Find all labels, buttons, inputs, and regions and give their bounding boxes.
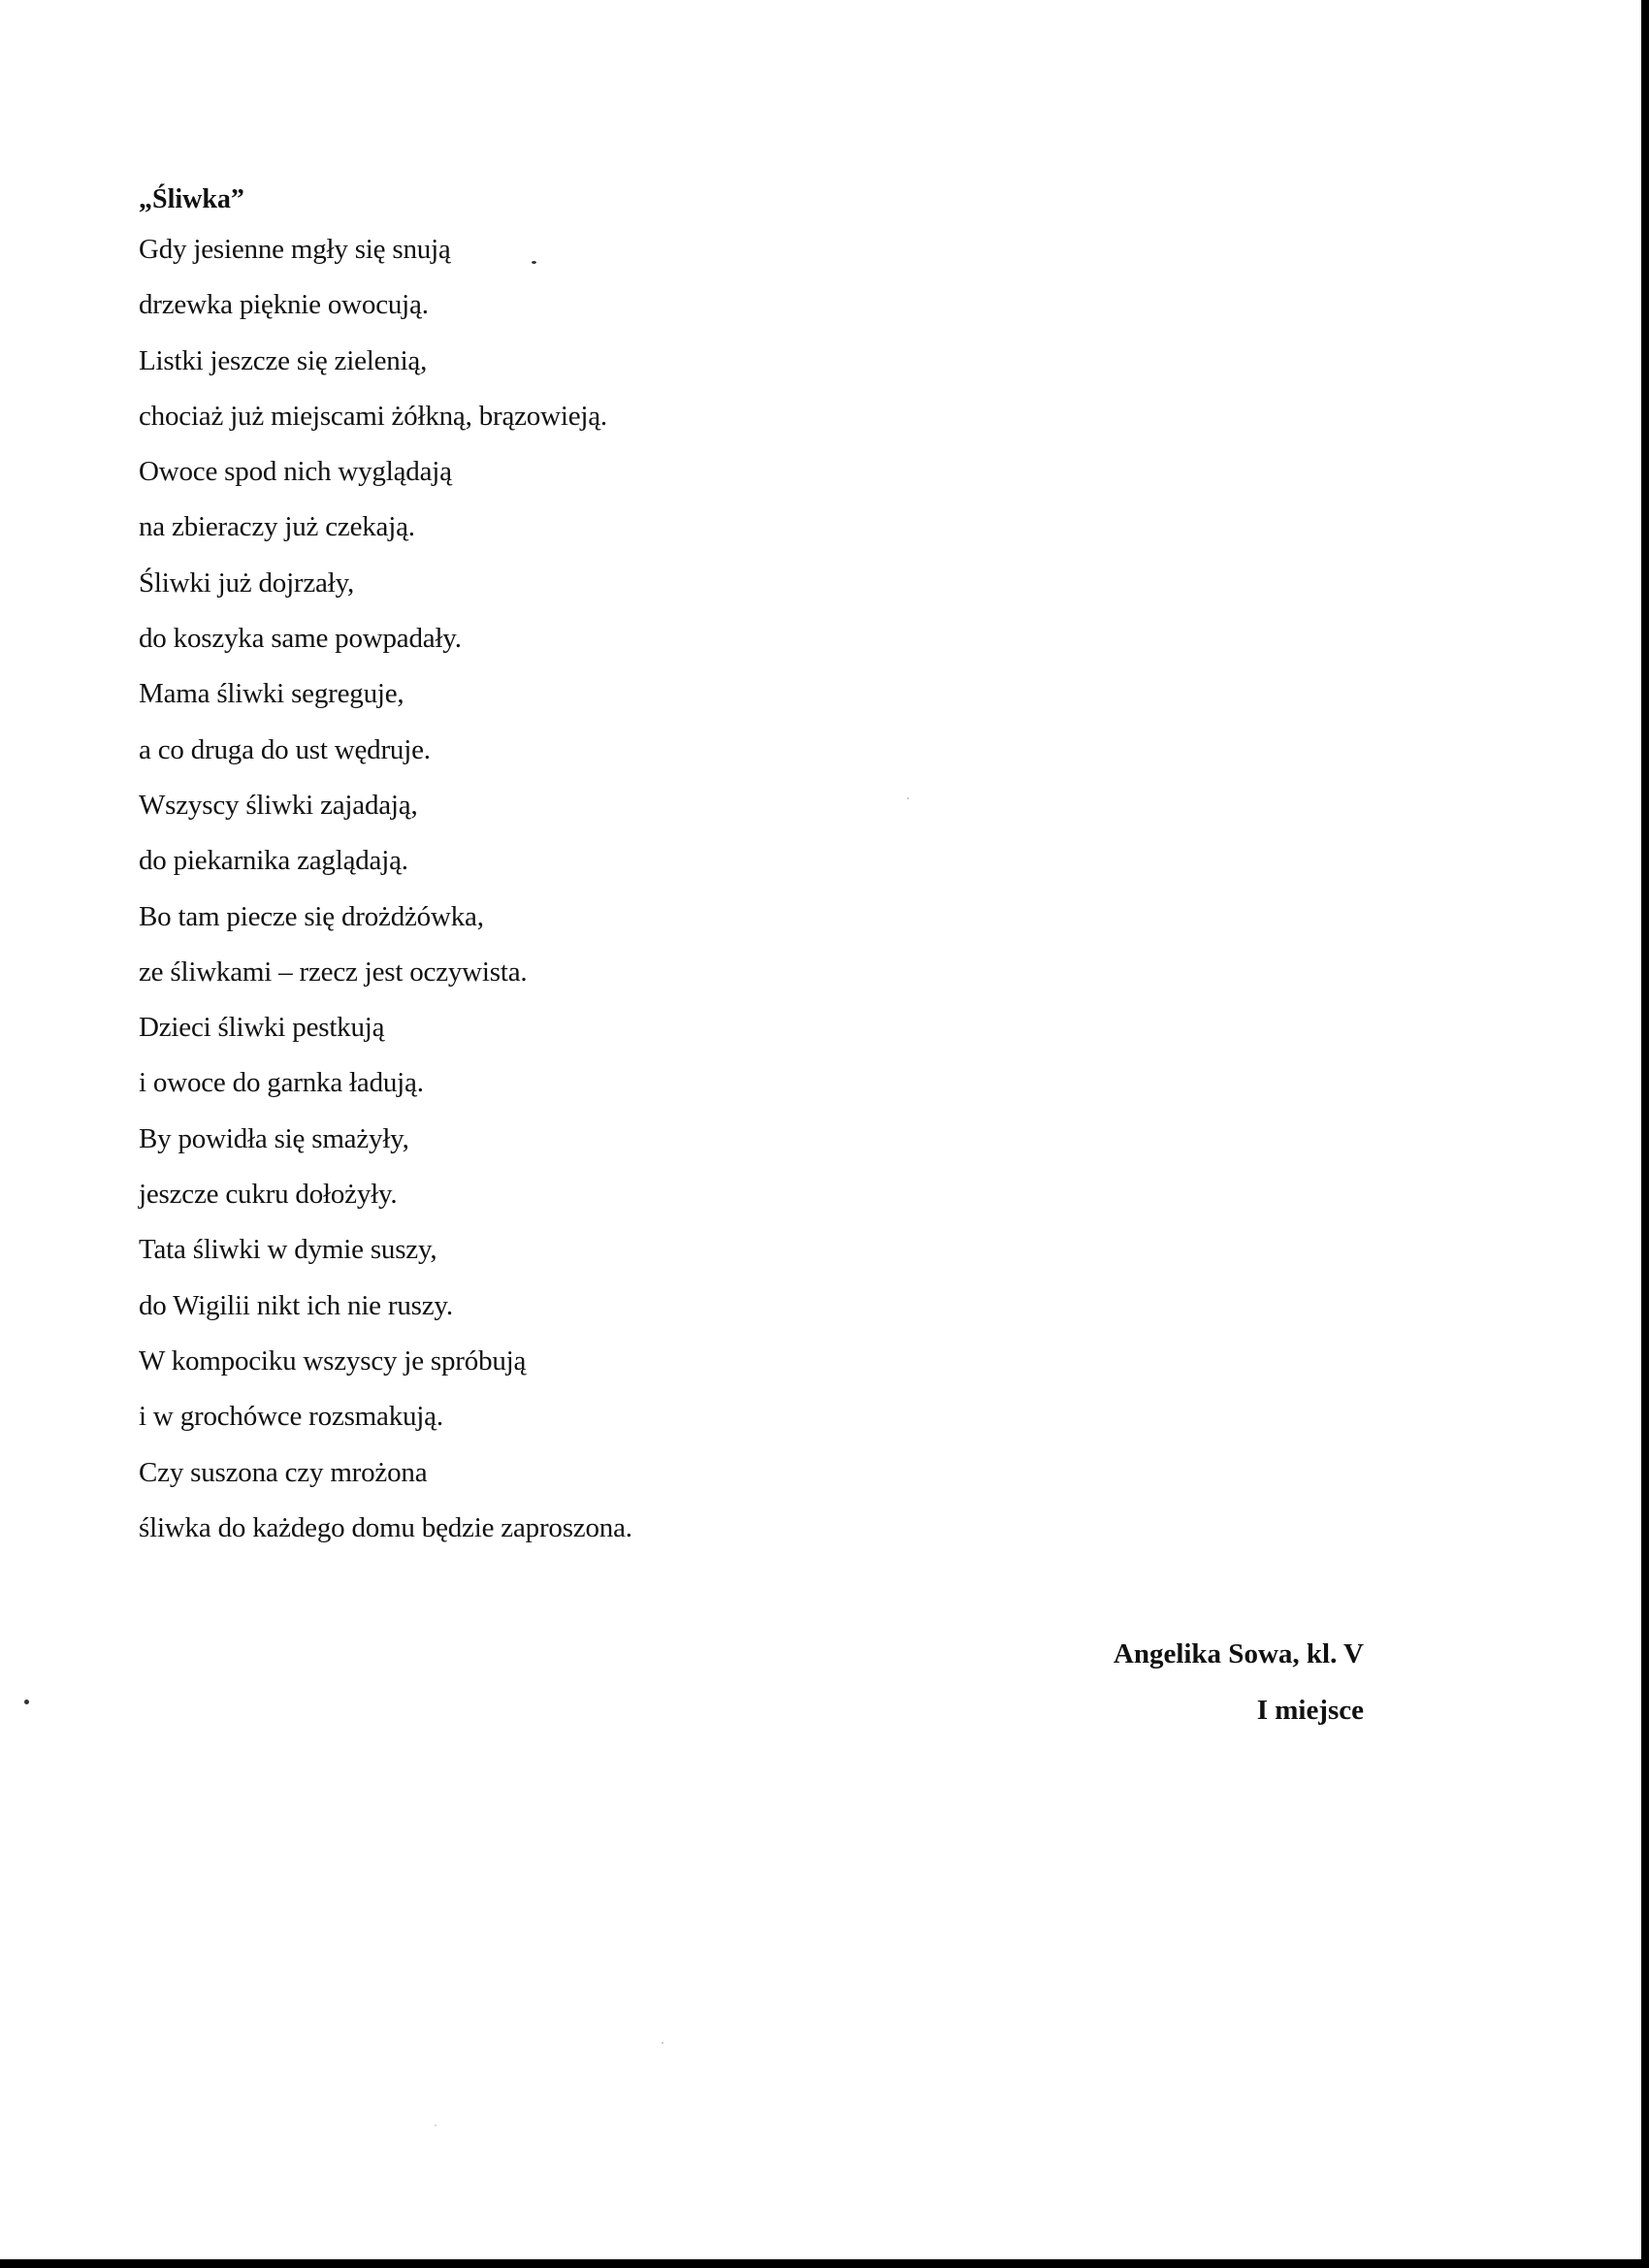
- scan-edge-right: [1641, 0, 1649, 2268]
- poem-title: „Śliwka”: [139, 184, 244, 214]
- poem-line: Bo tam piecze się drożdżówka,: [139, 900, 484, 932]
- poem-line: do Wigilii nikt ich nie ruszy.: [139, 1289, 453, 1321]
- poem-line: By powidła się smażyły,: [139, 1122, 409, 1154]
- poem-line: W kompociku wszyscy je spróbują: [139, 1345, 527, 1377]
- scan-edge-bottom: [0, 2259, 1649, 2268]
- poem-line: Czy suszona czy mrożona: [139, 1456, 428, 1488]
- poem-line: jeszcze cukru dołożyły.: [139, 1179, 398, 1211]
- scan-speck: [662, 2042, 663, 2044]
- poem-line: Dzieci śliwki pestkują: [139, 1012, 385, 1044]
- author-name: Angelika Sowa, kl. V: [1113, 1638, 1364, 1669]
- poem-line: Wszyscy śliwki zajadają,: [139, 789, 418, 821]
- poem-line: Tata śliwki w dymie suszy,: [139, 1234, 437, 1266]
- poem: [139, 178, 1012, 1556]
- poem-line: a co druga do ust wędruje.: [139, 733, 431, 765]
- poem-line: Śliwki już dojrzały,: [139, 567, 355, 599]
- scan-speck: [435, 2124, 436, 2126]
- poem-line: Mama śliwki segreguje,: [139, 678, 404, 710]
- poem-line: Gdy jesienne mgły się snują: [139, 234, 451, 265]
- poem-line: na zbieraczy już czekają.: [139, 511, 415, 543]
- poem-line: i w grochówce rozsmakują.: [139, 1401, 443, 1433]
- poem-line: chociaż już miejscami żółkną, brązowieją.: [139, 400, 607, 432]
- poem-line: drzewka pięknie owocują.: [139, 289, 429, 321]
- poem-lines: [139, 222, 1012, 1556]
- poem-line: do piekarnika zaglądają.: [139, 845, 408, 877]
- poem-line: ze śliwkami – rzecz jest oczywista.: [139, 956, 528, 988]
- poem-line: Owoce spod nich wyglądają: [139, 456, 452, 488]
- poem-line: do koszyka same powpadały.: [139, 623, 462, 655]
- award-place: I miejsce: [1256, 1695, 1364, 1726]
- poem-line: i owoce do garnka ładują.: [139, 1067, 424, 1099]
- poem-line: śliwka do każdego domu będzie zaproszona.: [139, 1511, 632, 1543]
- signature: [1114, 1626, 1364, 1738]
- poem-line: Listki jeszcze się zielenią,: [139, 344, 428, 376]
- scan-speck: [24, 1700, 29, 1704]
